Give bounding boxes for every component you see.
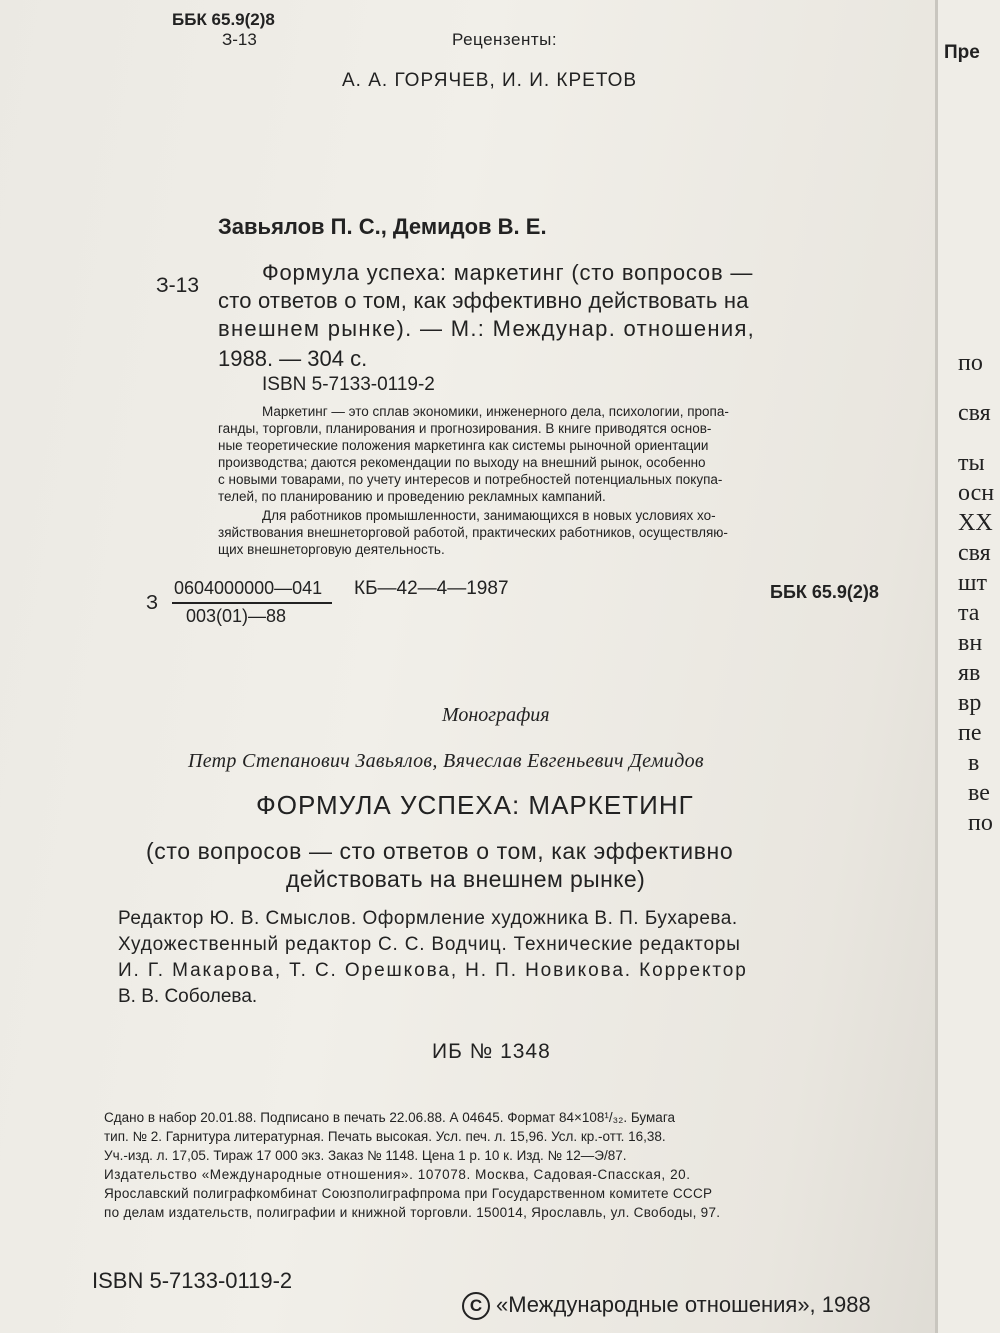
imprint-line: Сдано в набор 20.01.88. Подписано в печать 22.06.88. А 04645. Формат 84×108¹/₃₂. Бумага [104, 1110, 675, 1125]
imprint-line: Издательство «Международные отношения». 107078. Москва, Садовая-Спасская, 20. [104, 1167, 691, 1182]
annotation-line: Для работников промышленности, занимающихся в новых условиях хо- [262, 508, 716, 523]
biblio-line: внешнем рынке). — М.: Междунар. отношения, [218, 316, 756, 341]
index-bbk: ББК 65.9(2)8 [770, 582, 879, 602]
authors-heading: Завьялов П. С., Демидов В. Е. [218, 214, 547, 239]
biblio-line: Формула успеха: маркетинг (сто вопросов — [262, 260, 754, 285]
annotation-line: зяйствования внешнеторговой работой, практических работников, осуществляю- [218, 525, 728, 540]
adjacent-fragment: XX [958, 510, 993, 536]
full-authors: Петр Степанович Завьялов, Вячеслав Евгеньевич Демидов [188, 750, 704, 772]
bbk-top: ББК 65.9(2)8 [172, 10, 275, 29]
adjacent-fragment: осн [958, 480, 995, 506]
annotation-line: производства; даются рекомендации по выходу на внешний рынок, особенно [218, 455, 706, 470]
annotation-line: ганды, торговли, планирования и прогнозирования. В книге приводятся основ- [218, 421, 712, 436]
biblio-line: 1988. — 304 с. [218, 346, 368, 371]
genre: Монография [442, 704, 550, 726]
subtitle-line: (сто вопросов — сто ответов о том, как эффективно [146, 838, 734, 864]
copyright-text: «Международные отношения», 1988 [496, 1292, 871, 1317]
book-title: ФОРМУЛА УСПЕХА: МАРКЕТИНГ [256, 790, 694, 820]
adjacent-fragment: та [958, 600, 980, 626]
index-numerator: 0604000000—041 [174, 578, 323, 598]
imprint-line: Уч.-изд. л. 17,05. Тираж 17 000 экз. Заказ № 1148. Цена 1 р. 10 к. Изд. № 12—Э/87. [104, 1148, 627, 1163]
adjacent-page-edge [935, 0, 1000, 1333]
adjacent-fragment: в [968, 750, 980, 776]
ib-number: ИБ № 1348 [432, 1040, 551, 1063]
credits-line: И. Г. Макарова, Т. С. Орешкова, Н. П. Новикова. Корректор [118, 960, 748, 981]
annotation-line: с новыми товарами, по учету интересов и потребностей потенциальных покупа- [218, 472, 723, 487]
annotation-line: Маркетинг — это сплав экономики, инженерного дела, психологии, пропа- [262, 404, 729, 419]
code-top: З-13 [222, 30, 257, 49]
adjacent-fragment: свя [958, 400, 991, 426]
copyright-icon: C [462, 1292, 490, 1320]
imprint-line: по делам издательств, полиграфии и книжной торговли. 150014, Ярославль, ул. Свободы, 97. [104, 1205, 721, 1220]
adjacent-fragment: пе [958, 720, 982, 746]
adjacent-fragment: по [958, 350, 983, 376]
adjacent-fragment: ве [968, 780, 990, 806]
adjacent-fragment: шт [958, 570, 987, 596]
annotation-line: щих внешнеторговую деятельность. [218, 542, 445, 557]
adjacent-fragment: яв [958, 660, 981, 686]
adjacent-fragment: свя [958, 540, 991, 566]
isbn-bottom: ISBN 5-7133-0119-2 [92, 1268, 293, 1293]
biblio-line: сто ответов о том, как эффективно действовать на [218, 288, 749, 313]
adjacent-fragment: по [968, 810, 993, 836]
credits-line: В. В. Соболева. [118, 986, 258, 1007]
imprint-line: Ярославский полиграфкомбинат Союзполиграфпрома при Государственном комитете СССР [104, 1186, 713, 1201]
credits-line: Художественный редактор С. С. Водчиц. Технические редакторы [118, 934, 741, 955]
isbn-line: ISBN 5-7133-0119-2 [262, 374, 435, 395]
index-kb: КБ—42—4—1987 [354, 578, 509, 599]
adjacent-fragment: вр [958, 690, 982, 716]
index-prefix: З [146, 592, 159, 614]
annotation-line: телей, по планированию и проведению рекламных кампаний. [218, 489, 606, 504]
annotation-line: ные теоретические положения маркетинга как системы рыночной ориентации [218, 438, 709, 453]
imprint-line: тип. № 2. Гарнитура литературная. Печать высокая. Усл. печ. л. 15,96. Усл. кр.-отт. 16,38. [104, 1129, 666, 1144]
fraction-line [172, 602, 332, 604]
subtitle-line: действовать на внешнем рынке) [286, 866, 646, 892]
credits-line: Редактор Ю. В. Смыслов. Оформление художника В. П. Бухарева. [118, 908, 738, 929]
adjacent-fragment: вн [958, 630, 983, 656]
reviewers-names: А. А. ГОРЯЧЕВ, И. И. КРЕТОВ [342, 70, 638, 91]
copyright [462, 1292, 871, 1320]
code-left: З-13 [156, 274, 200, 297]
adjacent-fragment: ты [958, 450, 985, 476]
adjacent-page-heading: Пре [944, 42, 980, 63]
reviewers-label: Рецензенты: [452, 30, 558, 49]
index-denominator: 003(01)—88 [186, 606, 287, 626]
